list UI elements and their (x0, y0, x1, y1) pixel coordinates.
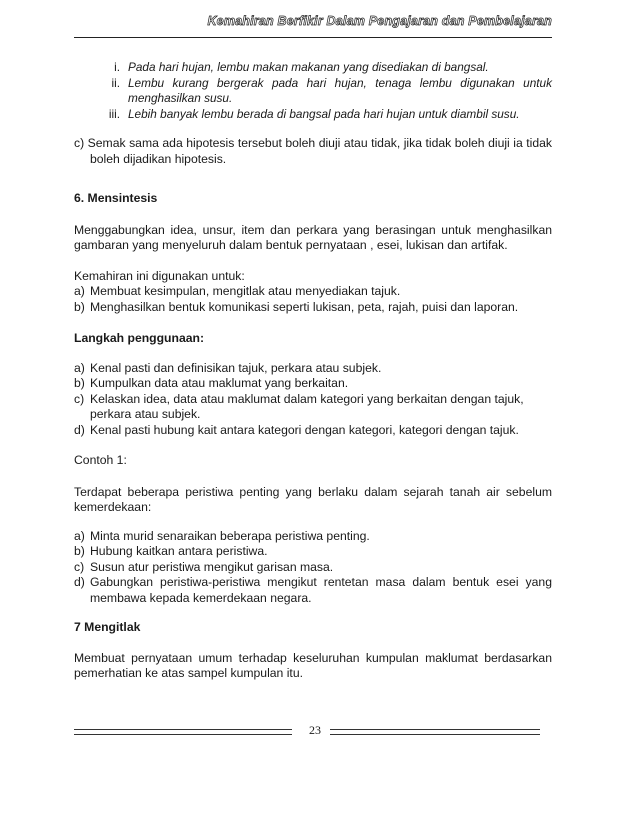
example-steps-list (74, 529, 552, 607)
list-item: a) Kenal pasti dan definisikan tajuk, perkara atau subjek. (74, 360, 382, 375)
example-text: Terdapat beberapa peristiwa penting yang berlaku dalam sejarah tanah air sebelum kemerdekaan: (74, 484, 552, 514)
footer-rule-right (330, 729, 540, 735)
list-item: iii. Lebih banyak lembu berada di bangsal pada hari hujan untuk diambil susu. (108, 106, 520, 121)
page-number: 23 (309, 723, 321, 737)
list-item: i. Pada hari hujan, lembu makan makanan yang disediakan di bangsal. (114, 60, 489, 74)
header-rule (74, 37, 552, 38)
steps-heading: Langkah penggunaan: (74, 331, 205, 345)
section-6-heading: 6. Mensintesis (74, 191, 158, 205)
list-item: d) Kenal pasti hubung kait antara kategori dengan kategori, kategori dengan tajuk. (74, 422, 519, 437)
list-item: b) Menghasilkan bentuk komunikasi seperti lukisan, peta, rajah, puisi dan laporan. (74, 299, 519, 314)
page-content (74, 60, 552, 682)
list-item: b) Hubung kaitkan antara peristiwa. (74, 544, 268, 558)
list-item: d) Gabungkan peristiwa-peristiwa mengikut rentetan masa dalam bentuk esei yang membawa kepada kemerdekaan negara. (74, 575, 552, 605)
list-item: a) Minta murid senaraikan beberapa peristiwa penting. (74, 528, 370, 543)
footer-rule-left (74, 729, 292, 735)
list-item: ii. Lembu kurang bergerak pada hari hujan, tenaga lembu digunakan untuk menghasilkan susu. (111, 75, 552, 105)
example-label: Contoh 1: (74, 453, 127, 467)
section-7-definition: Membuat pernyataan umum terhadap keseluruhan kumpulan maklumat berdasarkan pemerhatian ke atas sampel kumpulan itu. (74, 650, 552, 680)
list-item: c) Kelaskan idea, data atau maklumat dalam kategori yang berkaitan dengan tajuk, perkara atau subjek. (74, 391, 524, 421)
page-header-title: Kemahiran Berfikir Dalam Pengajaran dan Pembelajaran (207, 14, 552, 28)
uses-list (74, 284, 552, 315)
list-item: c) Susun atur peristiwa mengikut garisan masa. (74, 559, 334, 574)
list-item: a) Membuat kesimpulan, mengitlak atau menyediakan tajuk. (74, 284, 401, 298)
section-6-definition: Menggabungkan idea, unsur, item dan perkara yang berasingan untuk menghasilkan gambaran yang menyeluruh dalam bentuk pernyataan , esei, lukisan dan artifak. (74, 222, 552, 252)
item-c-paragraph: c) Semak sama ada hipotesis tersebut boleh diuji atau tidak, jika tidak boleh diuji ia tidak boleh dijadikan hipotesis. (74, 136, 552, 166)
hypothesis-list (74, 60, 552, 122)
steps-list (74, 361, 552, 439)
section-7-heading: 7 Mengitlak (74, 620, 141, 634)
list-item: b) Kumpulkan data atau maklumat yang berkaitan. (74, 376, 349, 390)
uses-intro: Kemahiran ini digunakan untuk: (74, 268, 245, 283)
